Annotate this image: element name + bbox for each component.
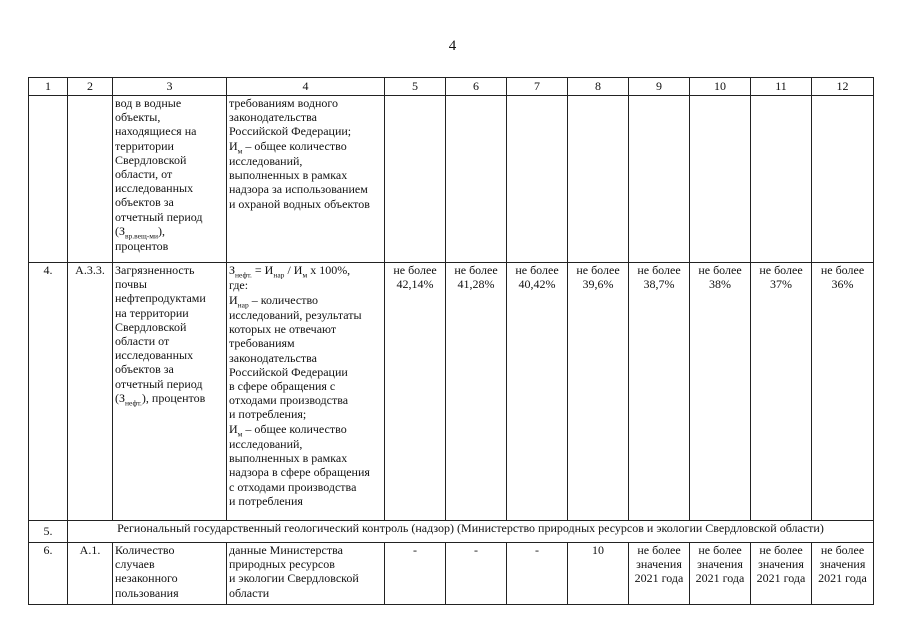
cell-code: А.3.3. xyxy=(68,263,113,521)
cell-value: не более 40,42% xyxy=(507,263,568,521)
cell-indicator-name: Загрязненность почвы нефтепродуктами на территории Свердловской области от исследованных объектов за отчетный период $(З_{нефт.})$, процентов xyxy=(113,263,227,521)
cell-code: А.1. xyxy=(68,543,113,605)
column-header: 6 xyxy=(446,78,507,96)
cell-indicator-name: вод в водные объекты, находящиеся на территории Свердловской области, от исследованных объектов за отчетный период $(З_{вр.вещ-ми})$, процентов xyxy=(113,96,227,263)
cell-value: не более 39,6% xyxy=(568,263,629,521)
cell-value: не более 38% xyxy=(690,263,751,521)
column-header: 8 xyxy=(568,78,629,96)
column-header: 5 xyxy=(385,78,446,96)
column-header: 1 xyxy=(29,78,68,96)
cell-value: не более 42,14% xyxy=(385,263,446,521)
column-header: 3 xyxy=(113,78,227,96)
cell-value xyxy=(812,96,874,263)
cell-value: 10 xyxy=(568,543,629,605)
indicators-table xyxy=(28,77,874,605)
cell-value xyxy=(629,96,690,263)
column-header: 12 xyxy=(812,78,874,96)
column-header: 4 xyxy=(227,78,385,96)
cell-value xyxy=(385,96,446,263)
table-row-6 xyxy=(29,543,874,605)
table-row-4 xyxy=(29,263,874,521)
cell-value xyxy=(568,96,629,263)
cell-num xyxy=(29,96,68,263)
table-row-continuation xyxy=(29,96,874,263)
cell-value: - xyxy=(507,543,568,605)
cell-num: 5. xyxy=(29,521,68,543)
page-number: 4 xyxy=(448,38,457,54)
cell-num: 6. xyxy=(29,543,68,605)
cell-value: не более значения 2021 года xyxy=(690,543,751,605)
cell-value: не более 37% xyxy=(751,263,812,521)
cell-value: не более значения 2021 года xyxy=(812,543,874,605)
section-title: Региональный государственный геологический контроль (надзор) (Министерство природных ресурсов и экологии Свердловской области) xyxy=(68,521,874,543)
cell-formula: данные Министерства природных ресурсов и экологии Свердловской области xyxy=(227,543,385,605)
column-header: 10 xyxy=(690,78,751,96)
cell-value: не более 41,28% xyxy=(446,263,507,521)
column-header: 2 xyxy=(68,78,113,96)
cell-value xyxy=(446,96,507,263)
column-header: 11 xyxy=(751,78,812,96)
cell-value: не более 38,7% xyxy=(629,263,690,521)
cell-formula: требованиям водного законодательства Российской Федерации; $И_м$ – общее количество исследований, выполненных в рамках надзора за использованием и охраной водных объектов xyxy=(227,96,385,263)
cell-value: не более значения 2021 года xyxy=(751,543,812,605)
cell-code xyxy=(68,96,113,263)
cell-value xyxy=(690,96,751,263)
column-header: 9 xyxy=(629,78,690,96)
indicator-symbol: $(З_{вр.вещ-ми})$, xyxy=(115,223,166,241)
cell-value: - xyxy=(385,543,446,605)
table-row-5-section xyxy=(29,521,874,543)
cell-formula: $З_{нефт.} = И_{нар} / И_м$ х 100%, где: $И_{нар}$ – количество исследований, результаты которых не отвечают требованиям законодательства Российской Федерации в сфере обращения с отходами производства и потребления; $И_м$ – общее количество исследований, выполненных в рамках надзора в сфере обращения с отходами производства и потребления xyxy=(227,263,385,521)
cell-value: - xyxy=(446,543,507,605)
cell-value: не более значения 2021 года xyxy=(629,543,690,605)
formula-line: $З_{нефт.} = И_{нар} / И_м$ х 100%, xyxy=(229,263,351,280)
table-header-row xyxy=(29,78,874,96)
cell-num: 4. xyxy=(29,263,68,521)
column-header: 7 xyxy=(507,78,568,96)
cell-value xyxy=(507,96,568,263)
cell-value xyxy=(751,96,812,263)
indicator-symbol: $(З_{нефт.})$, процентов xyxy=(115,390,206,408)
cell-value: не более 36% xyxy=(812,263,874,521)
cell-indicator-name: Количество случаев незаконного пользования xyxy=(113,543,227,605)
